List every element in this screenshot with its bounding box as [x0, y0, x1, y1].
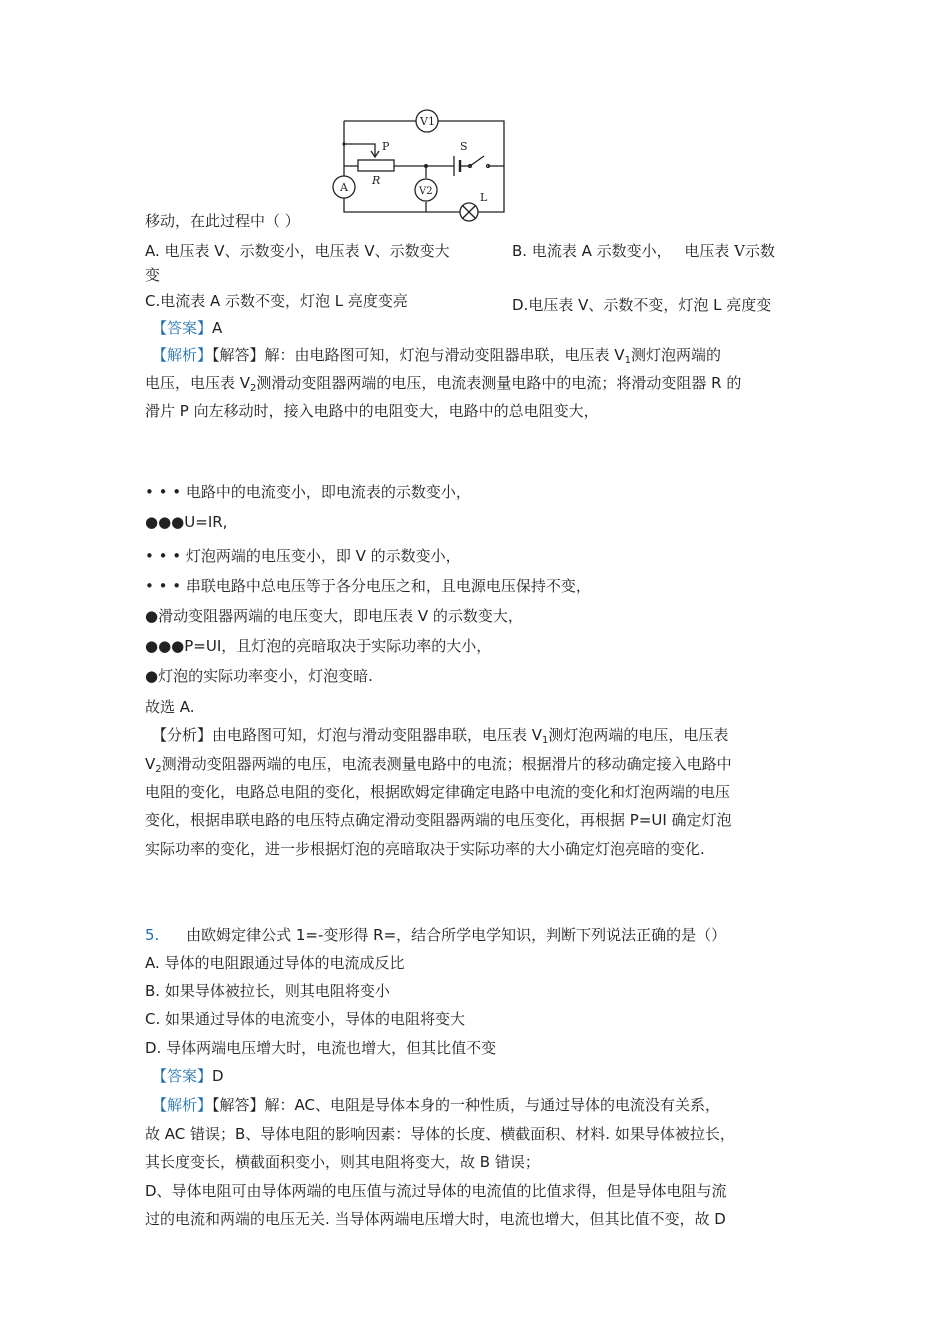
circuit-diagram: [330, 100, 510, 225]
q4-fenxi-line-1: 【分析】由电路图可知，灯泡与滑动变阻器串联，电压表 $V_1$测灯泡两端的电压，电压表: [152, 726, 729, 746]
q4-step-7: ●灯泡的实际功率变小，灯泡变暗.: [145, 667, 373, 685]
label-l: L: [480, 191, 488, 204]
q5-answer: 【答案】D: [152, 1067, 224, 1085]
q4-fenxi-line-4: 变化，根据串联电路的电压特点确定滑动变阻器两端的电压变化，再根据 P=UI 确定灯泡: [145, 811, 732, 829]
q4-step-4: • • • 串联电路中总电压等于各分电压之和，且电源电压保持不变，: [145, 577, 591, 595]
answer-tag: 【答案】: [152, 319, 213, 337]
q4-stem-end: 移动，在此过程中（ ）: [145, 212, 300, 230]
q4-option-c: C.电流表 A 示数不变，灯泡 L 亮度变亮: [145, 292, 408, 310]
q4-answer: 【答案】A: [152, 319, 223, 337]
label-a: A: [340, 181, 348, 194]
q4-step-3: • • • 灯泡两端的电压变小，即 V 的示数变小，: [145, 547, 461, 565]
q5-option-a: A. 导体的电阻跟通过导体的电流成反比: [145, 954, 405, 972]
q5-number: 5.: [145, 926, 160, 944]
q4-step-1: • • • 电路中的电流变小，即电流表的示数变小，: [145, 483, 471, 501]
q5-analysis-line-1: 【解析】【解答】解：AC、电阻是导体本身的一种性质，与通过导体的电流没有关系，: [152, 1096, 720, 1114]
q4-option-a-continued: 变: [145, 266, 161, 284]
q4-analysis-line-3: 滑片 P 向左移动时，接入电路中的电阻变大，电路中的总电阻变大，: [145, 402, 599, 420]
q4-fenxi-line-5: 实际功率的变化，进一步根据灯泡的亮暗取决于实际功率的大小确定灯泡亮暗的变化.: [145, 840, 705, 858]
q4-step-6: ●●●P=UI，且灯泡的亮暗取决于实际功率的大小，: [145, 637, 492, 655]
q5-analysis-line-4: D、导体电阻可由导体两端的电压值与流过导体的电流值的比值求得，但是导体电阻与流: [145, 1182, 727, 1200]
analysis-tag: 【解析】: [152, 346, 213, 364]
q5-analysis-line-5: 过的电流和两端的电压无关. 当导体两端电压增大时，电流也增大，但其比值不变，故 D: [145, 1210, 726, 1228]
q4-analysis-line-2: 电压，电压表 $V_2$测滑动变阻器两端的电压，电流表测量电路中的电流；将滑动变阻器 R 的: [145, 374, 742, 394]
label-p: P: [382, 140, 390, 153]
q4-option-a: A. 电压表 V、示数变小，电压表 V、示数变大: [145, 242, 450, 260]
q5-option-c: C. 如果通过导体的电流变小，导体的电阻将变大: [145, 1010, 466, 1028]
label-v1: V1: [420, 115, 435, 128]
q5-analysis-line-2: 故 AC 错误；B、导体电阻的影响因素：导体的长度、横截面积、材料. 如果导体被拉长，: [145, 1125, 735, 1143]
q5-analysis-line-3: 其长度变长，横截面积变小，则其电阻将变大，故 B 错误；: [145, 1153, 540, 1171]
label-s: S: [460, 140, 468, 153]
q5-option-b: B. 如果导体被拉长，则其电阻将变小: [145, 982, 390, 1000]
label-r: R: [372, 174, 381, 187]
q5-option-d: D. 导体两端电压增大时，电流也增大，但其比值不变: [145, 1039, 497, 1057]
q4-choose: 故选 A.: [145, 698, 195, 716]
q4-step-2: ●●●U=IR,: [145, 513, 228, 531]
q5-stem: 5. 由欧姆定律公式 1=-变形得 R=，结合所学电学知识，判断下列说法正确的是（）: [145, 926, 727, 944]
q4-analysis-line-1: 【解析】【解答】解：由电路图可知，灯泡与滑动变阻器串联，电压表 $V_1$测灯泡两端的: [152, 346, 721, 366]
q4-option-d: D.电压表 V、示数不变，灯泡 L 亮度变: [512, 296, 772, 314]
analysis-tag: 【解析】: [152, 1096, 213, 1114]
q4-option-b: B. 电流表 A 示数变小， 电压表 V示数: [512, 242, 776, 260]
q4-step-5: ●滑动变阻器两端的电压变大，即电压表 V 的示数变大，: [145, 607, 523, 625]
q4-fenxi-line-2: $V_2$测滑动变阻器两端的电压，电流表测量电路中的电流；根据滑片的移动确定接入电路中: [145, 755, 732, 775]
q4-fenxi-line-3: 电阻的变化，电路总电阻的变化，根据欧姆定律确定电路中电流的变化和灯泡两端的电压: [145, 783, 731, 801]
label-v2: V2: [419, 186, 433, 197]
answer-tag: 【答案】: [152, 1067, 213, 1085]
